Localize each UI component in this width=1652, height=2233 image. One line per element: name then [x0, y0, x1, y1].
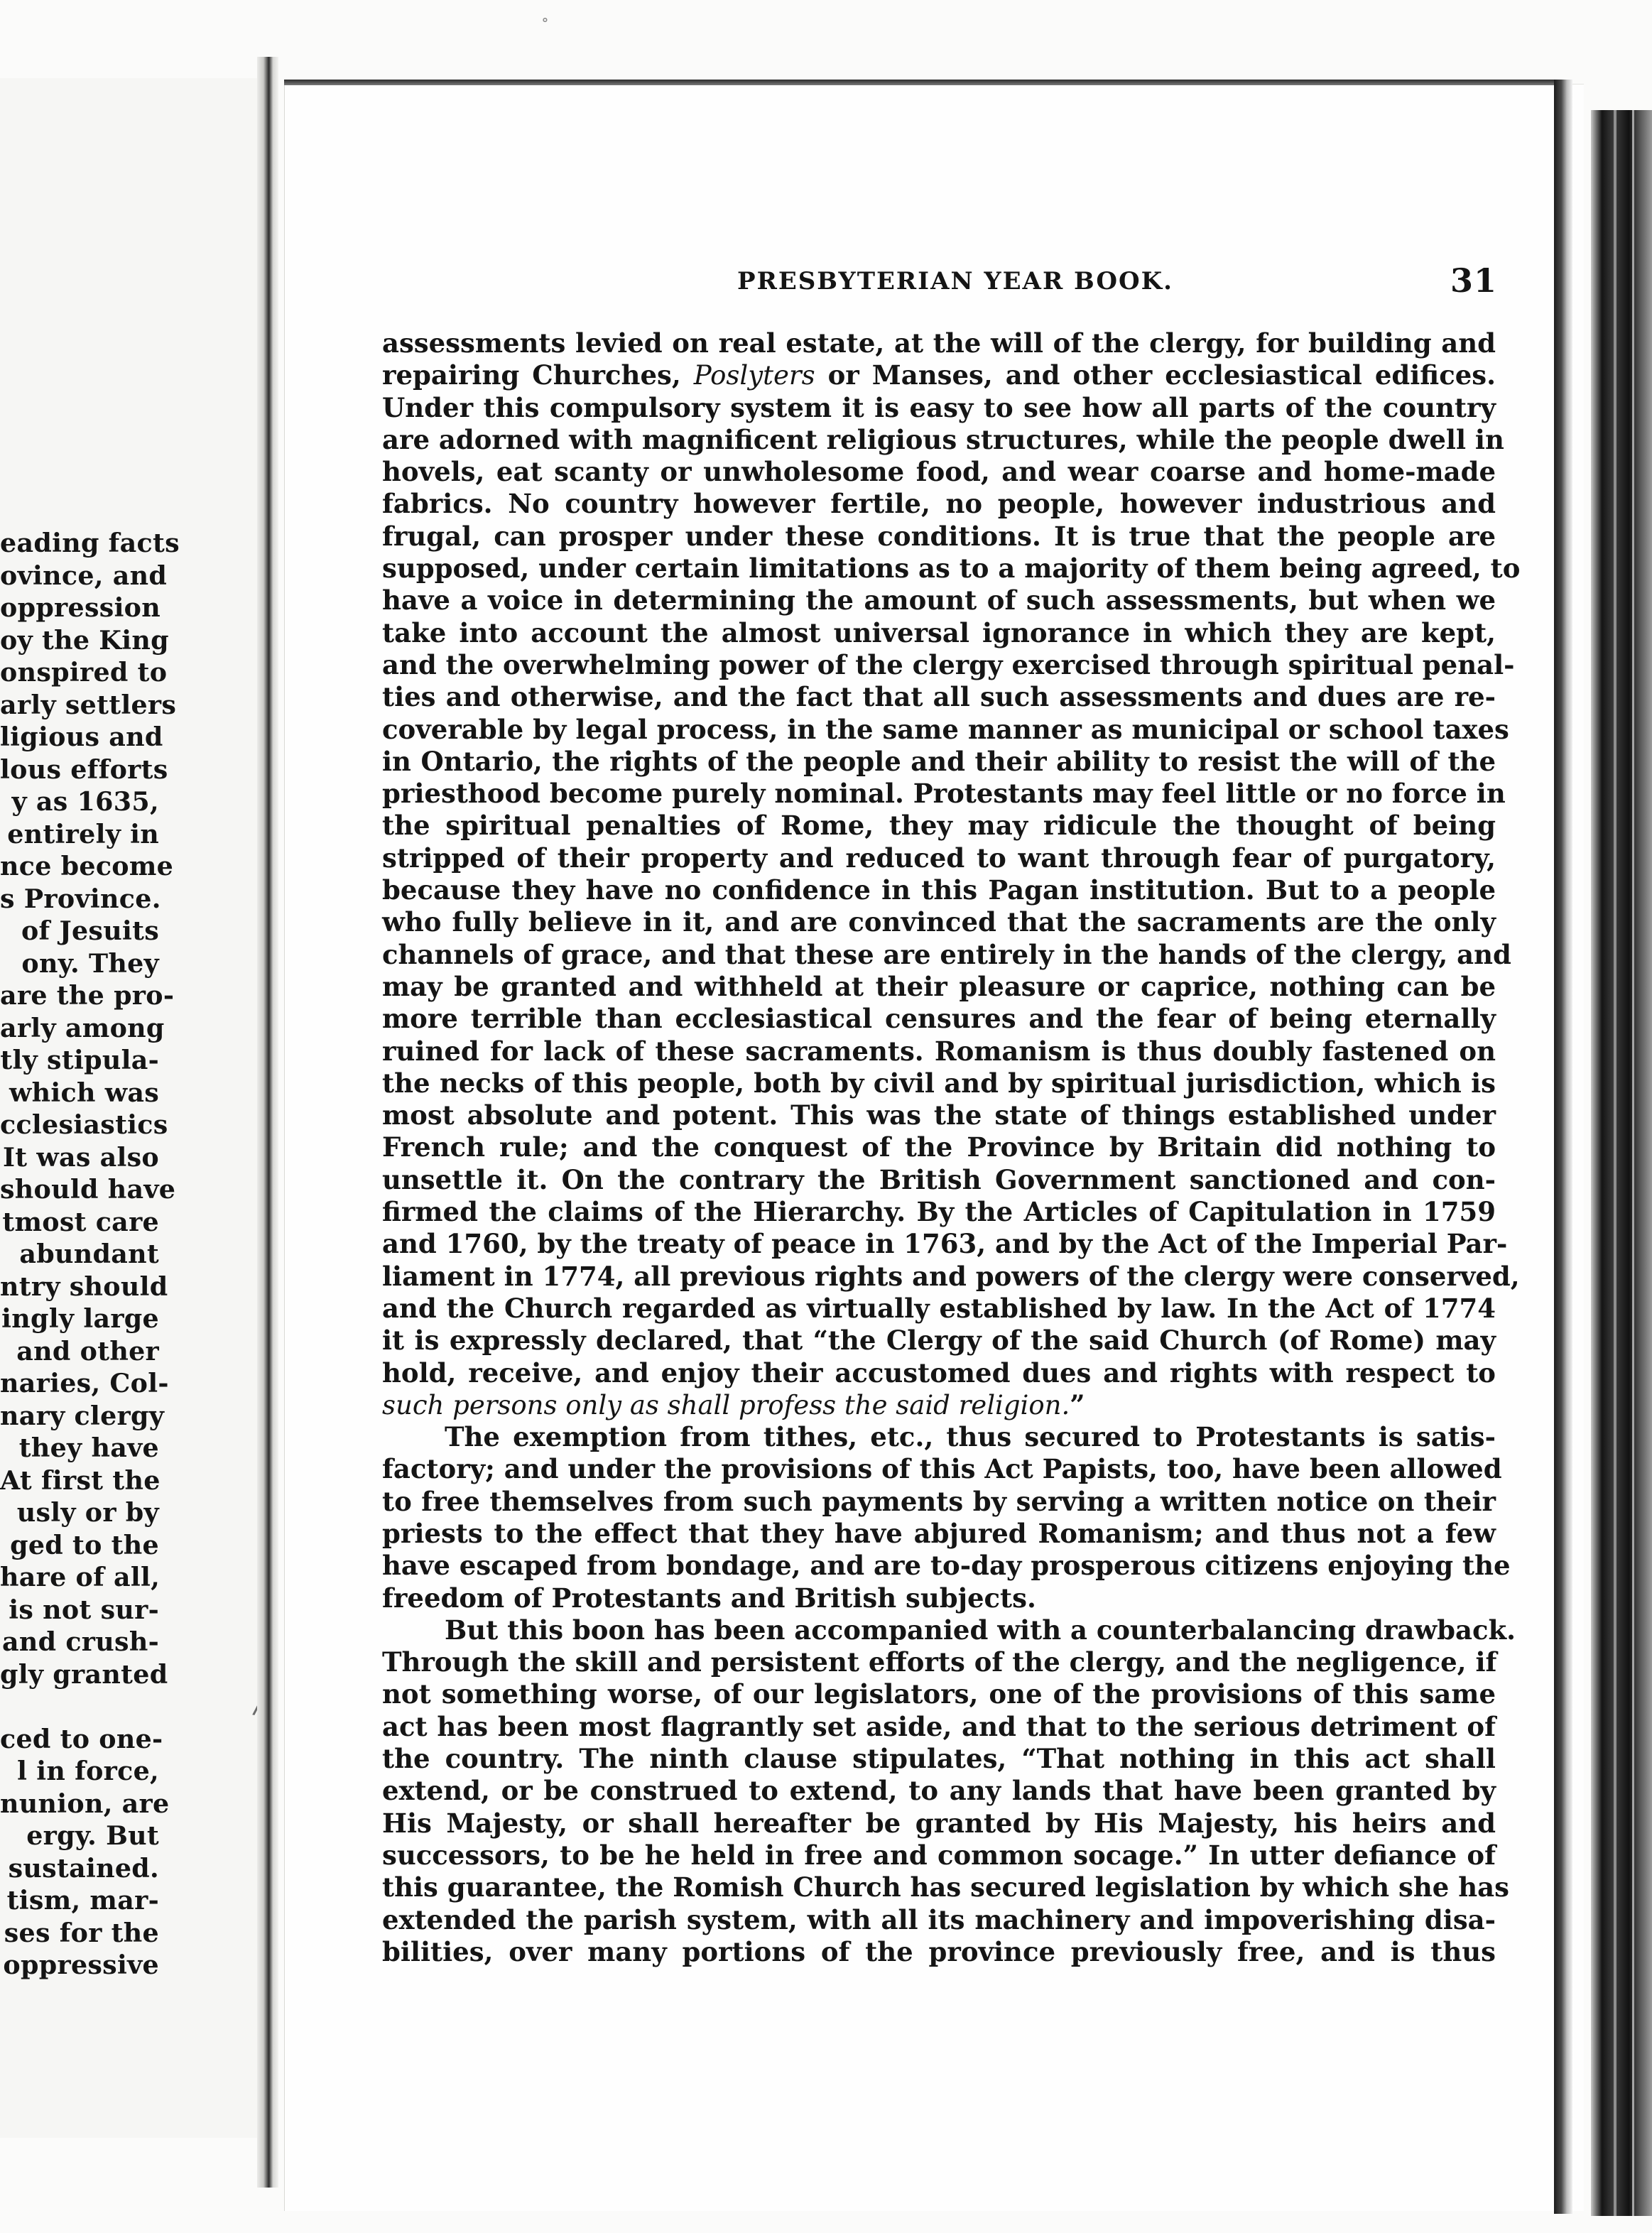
text-line — [382, 1325, 1496, 1357]
fragment-line: tmost care — [2, 1206, 159, 1237]
fragment-line: nary clergy — [0, 1400, 165, 1431]
text-line — [382, 1582, 1496, 1614]
text-line — [382, 1421, 1496, 1453]
fragment-line: gly granted — [0, 1658, 168, 1690]
fragment-line: tism, mar- — [6, 1885, 159, 1916]
text-line — [382, 938, 1511, 971]
line-text: hovels, eat scanty or unwholesome food, and wear coarse and home-made — [382, 456, 1496, 488]
italic-phrase: such persons only as shall profess the said religion. — [382, 1389, 1070, 1420]
line-text: French rule; and the conquest of the Province by Britain did nothing to — [382, 1131, 1496, 1163]
fragment-line: At first the — [0, 1465, 161, 1496]
italic-phrase: Poslyters — [693, 360, 815, 391]
line-text: most absolute and potent. This was the state of things established under — [382, 1099, 1496, 1131]
text-line — [382, 553, 1521, 585]
line-text: it is expressly declared, that “the Clergy of the said Church (of Rome) may — [382, 1325, 1496, 1357]
body-text-column — [382, 327, 1521, 1968]
text-line — [382, 1036, 1496, 1067]
text-line — [382, 1775, 1496, 1807]
text-line — [382, 392, 1496, 424]
line-text: not something worse, of our legislators, one of the provisions of this same — [382, 1678, 1496, 1710]
fragment-line: arly settlers — [0, 689, 177, 720]
line-text: coverable by legal process, in the same manner as municipal or school taxes — [382, 713, 1509, 745]
fragment-line: which was — [9, 1077, 159, 1108]
line-text: successors, to be he held in free and common socage.” In utter defiance of — [382, 1839, 1496, 1871]
fragment-line: of Jesuits — [21, 916, 159, 946]
line-text: have a voice in determining the amount of such assessments, but when we — [382, 585, 1496, 616]
text-line — [382, 1164, 1496, 1196]
text-line — [382, 778, 1506, 810]
page-top-edge — [284, 80, 1555, 85]
fragment-line: nunion, are — [0, 1788, 170, 1819]
text-line — [382, 1711, 1496, 1743]
fragment-line: ovince, and — [0, 560, 168, 591]
line-text: Under this compulsory system it is easy to see how all parts of the country — [382, 391, 1496, 423]
line-text: firmed the claims of the Hierarchy. By the Articles of Capitulation in 1759 — [382, 1196, 1496, 1228]
line-text: priesthood become purely nominal. Protestants may feel little or no force in — [382, 778, 1506, 810]
fragment-line: oppressive — [3, 1950, 159, 1980]
fragment-line: abundant — [19, 1239, 159, 1269]
text-line — [382, 1743, 1496, 1775]
text-line — [382, 1131, 1496, 1163]
line-text: and the overwhelming power of the clergy exercised through spiritual penal- — [382, 648, 1515, 680]
line-text: channels of grace, and that these are entirely in the hands of the clergy, and — [382, 938, 1511, 970]
line-text: unsettle it. On the contrary the British Government sanctioned and con- — [382, 1163, 1496, 1195]
text-line — [382, 906, 1496, 938]
line-text: in Ontario, the rights of the people and their ability to resist the will of the — [382, 745, 1496, 777]
line-text: who fully believe in it, and are convinced that the sacraments are the only — [382, 906, 1496, 938]
fragment-line: l in force, — [17, 1756, 159, 1786]
text-line — [382, 1871, 1509, 1903]
text-line — [382, 1260, 1520, 1293]
text-line — [382, 1678, 1496, 1710]
fragment-line: ingly large — [1, 1303, 159, 1334]
fragment-line: ony. They — [21, 947, 159, 979]
fragment-line: oppression — [0, 592, 161, 623]
page-right-edge — [1554, 80, 1572, 2214]
text-line — [382, 746, 1496, 778]
line-text: because they have no confidence in this Pagan institution. But to a people — [382, 874, 1496, 906]
line-text: Through the skill and persistent efforts of the clergy, and the negligence, if — [382, 1646, 1497, 1678]
text-line — [382, 1518, 1496, 1550]
line-text: ties and otherwise, and the fact that all such assessments and dues are re- — [382, 681, 1496, 713]
text-line — [382, 1550, 1511, 1582]
fragment-line: ses for the — [4, 1917, 159, 1948]
text-line — [382, 488, 1496, 520]
fragment-line: arly among — [0, 1012, 165, 1043]
text-line — [382, 874, 1496, 906]
text-line — [382, 1904, 1496, 1936]
line-text: extended the parish system, with all its machinery and impoverishing disa- — [382, 1903, 1496, 1935]
line-text: supposed, under certain limitations as to a majority of them being agreed, to — [382, 553, 1521, 585]
fragment-line: sustained. — [8, 1852, 159, 1884]
line-text: take into account the almost universal ignorance in which they are kept, — [382, 616, 1496, 648]
text-line — [382, 1646, 1496, 1678]
text-line — [382, 359, 1496, 391]
line-text: to free themselves from such payments by serving a written notice on their — [382, 1485, 1496, 1517]
line-text: act has been most flagrantly set aside, and that to the serious detriment of — [382, 1710, 1496, 1742]
line-text: factory; and under the provisions of this Act Papists, too, have been allowed — [382, 1453, 1502, 1485]
line-text: liament in 1774, all previous rights and powers of the clergy were conserved, — [382, 1260, 1520, 1292]
text-line — [382, 810, 1496, 842]
fragment-line: they have — [18, 1433, 159, 1463]
fragment-line: ced to one- — [0, 1723, 163, 1754]
fragment-line: should have — [0, 1174, 176, 1205]
text-line — [382, 1389, 1496, 1421]
line-text: stripped of their property and reduced to want through fear of purgatory, — [382, 842, 1496, 874]
text-line — [382, 423, 1504, 456]
text-line — [382, 1486, 1496, 1518]
text-line — [382, 1614, 1516, 1646]
fragment-line: and other — [16, 1335, 159, 1367]
line-text: the spiritual penalties of Rome, they may ridicule the thought of being — [382, 810, 1496, 842]
line-text: are adorned with magnificent religious structures, while the people dwell in — [382, 423, 1504, 455]
text-line — [382, 971, 1496, 1003]
line-text: But this boon has been accompanied with a counterbalancing drawback. — [445, 1614, 1516, 1646]
line-text: and the Church regarded as virtually established by law. In the Act of 1774 — [382, 1292, 1496, 1324]
fragment-line: nce become — [0, 851, 174, 881]
text-line — [382, 1293, 1496, 1325]
line-text-continued: or Manses, and other ecclesiastical edifices. — [815, 359, 1496, 391]
fragment-line: tly stipula- — [0, 1045, 159, 1075]
text-line — [382, 1003, 1496, 1035]
line-text: assessments levied on real estate, at the will of the clergy, for building and — [382, 327, 1496, 359]
fragment-line: It was also — [2, 1141, 159, 1173]
line-text: and 1760, by the treaty of peace in 1763, and by the Act of the Imperial Par- — [382, 1228, 1508, 1260]
text-line — [382, 681, 1496, 713]
line-text: bilities, over many portions of the province previously free, and is thus — [382, 1935, 1496, 1967]
fragment-line: naries, Col- — [0, 1368, 169, 1398]
text-line — [382, 327, 1496, 359]
line-text: the country. The ninth clause stipulates, “That nothing in this act shall — [382, 1743, 1496, 1775]
fragment-line: ergy. But — [26, 1820, 159, 1851]
text-line — [382, 1099, 1496, 1131]
line-text: may be granted and withheld at their pleasure or caprice, nothing can be — [382, 970, 1496, 1002]
fragment-line: hare of all, — [0, 1562, 161, 1592]
book-gutter — [257, 57, 278, 2188]
fragment-line: cclesiastics — [0, 1109, 168, 1140]
line-text: freedom of Protestants and British subjects. — [382, 1582, 1036, 1614]
line-text: ruined for lack of these sacraments. Romanism is thus doubly fastened on — [382, 1035, 1496, 1067]
fragment-line: oy the King — [0, 624, 169, 656]
text-line — [382, 1196, 1496, 1228]
text-line — [382, 1936, 1496, 1968]
text-line — [382, 521, 1496, 553]
line-text: this guarantee, the Romish Church has secured legislation by which she has — [382, 1871, 1509, 1903]
text-line — [382, 1228, 1508, 1260]
fragment-line — [0, 1690, 159, 1723]
text-line — [382, 1840, 1496, 1871]
text-line — [382, 456, 1496, 488]
line-text: repairing Churches, — [382, 359, 694, 391]
text-line — [382, 1067, 1496, 1099]
fragment-line: s Province. — [0, 883, 161, 914]
fragment-line: ntry should — [0, 1271, 168, 1302]
text-line — [382, 1357, 1496, 1389]
line-text: the necks of this people, both by civil and by spiritual jurisdiction, which is — [382, 1067, 1496, 1099]
text-line — [382, 842, 1496, 874]
line-text: more terrible than ecclesiastical censures and the fear of being eternally — [382, 1003, 1496, 1035]
scan-speck: ∘ — [541, 11, 549, 29]
line-text: hold, receive, and enjoy their accustomed dues and rights with respect to — [382, 1357, 1496, 1389]
line-text: priests to the effect that they have abjured Romanism; and thus not a few — [382, 1517, 1496, 1549]
fragment-line: ligious and — [0, 722, 163, 752]
line-text: frugal, can prosper under these conditions. It is true that the people are — [382, 520, 1496, 552]
text-line — [382, 648, 1515, 681]
line-text: His Majesty, or shall hereafter be granted by His Majesty, his heirs and — [382, 1807, 1496, 1839]
fragment-line: lous efforts — [0, 754, 168, 785]
fragment-line: and crush- — [2, 1626, 159, 1657]
book-fore-edge — [1591, 110, 1652, 2216]
fragment-line: is not sur- — [9, 1594, 159, 1625]
fragment-line: usly or by — [16, 1497, 159, 1528]
line-text: fabrics. No country however fertile, no people, however industrious and — [382, 488, 1496, 520]
page-number: 31 — [1450, 261, 1498, 300]
text-line — [382, 585, 1496, 616]
line-text: have escaped from bondage, and are to-day prosperous citizens enjoying the — [382, 1550, 1511, 1582]
previous-page-text-column — [0, 527, 180, 1982]
line-text: extend, or be construed to extend, to any lands that have been granted by — [382, 1775, 1496, 1807]
fragment-line: onspired to — [0, 657, 168, 688]
fragment-line: entirely in — [7, 818, 159, 849]
line-text-continued: ” — [1070, 1389, 1085, 1420]
fragment-line: ged to the — [10, 1529, 159, 1560]
line-text: The exemption from tithes, etc., thus secured to Protestants is satis- — [445, 1421, 1496, 1453]
text-line — [382, 1808, 1496, 1840]
text-line — [382, 713, 1509, 746]
fragment-line: eading facts — [0, 528, 180, 558]
running-head: PRESBYTERIAN YEAR BOOK. — [737, 267, 1174, 295]
fragment-line: y as 1635, — [11, 786, 159, 817]
text-line — [382, 617, 1496, 649]
fragment-line: are the pro- — [0, 980, 175, 1011]
text-line — [382, 1453, 1502, 1485]
